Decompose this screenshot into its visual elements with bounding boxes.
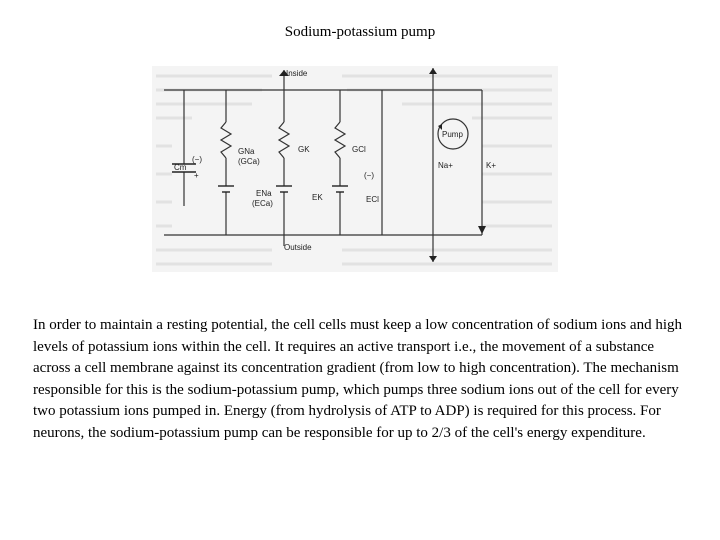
cl-minus-label: (−) [364, 171, 374, 180]
e-ca-label: (ECa) [252, 199, 273, 208]
pump-label: Pump [442, 130, 463, 139]
body-paragraph: In order to maintain a resting potential, the cell cells must keep a low concentration of sodium ions and high levels of potassium ions within the cell. It requires an active transport i.e., the movement of a substance across a cell membrane against its concentration gradient (from low to high concentration). The mechanism responsible for this is the sodium-potassium pump, which pumps three sodium ions out of the cell for every two potassium ions pumped in. Energy (from hydrolysis of ATP to ADP) is required for this process. For neurons, the sodium-potassium pump can be responsible for up to 2/3 of the cell's energy expenditure. [33, 317, 682, 441]
scan-background [152, 66, 558, 272]
plus-label: + [194, 171, 199, 180]
g-k-label: GK [298, 145, 310, 154]
e-cl-label: ECl [366, 195, 379, 204]
circuit-diagram [152, 66, 558, 272]
page-title: Sodium-potassium pump [284, 24, 436, 40]
inside-label: Inside [286, 69, 308, 78]
minus-label: (−) [192, 155, 202, 164]
g-ca-label: (GCa) [238, 157, 260, 166]
outside-label: Outside [284, 243, 312, 252]
na-label: Na+ [438, 161, 453, 170]
k-label: K+ [486, 161, 497, 170]
e-na-label: ENa [256, 189, 272, 198]
circuit-diagram-svg [152, 66, 558, 272]
e-k-label: EK [312, 193, 323, 202]
g-cl-label: GCl [352, 145, 366, 154]
g-na-label: GNa [238, 147, 255, 156]
cm-label: Cm [174, 163, 187, 172]
